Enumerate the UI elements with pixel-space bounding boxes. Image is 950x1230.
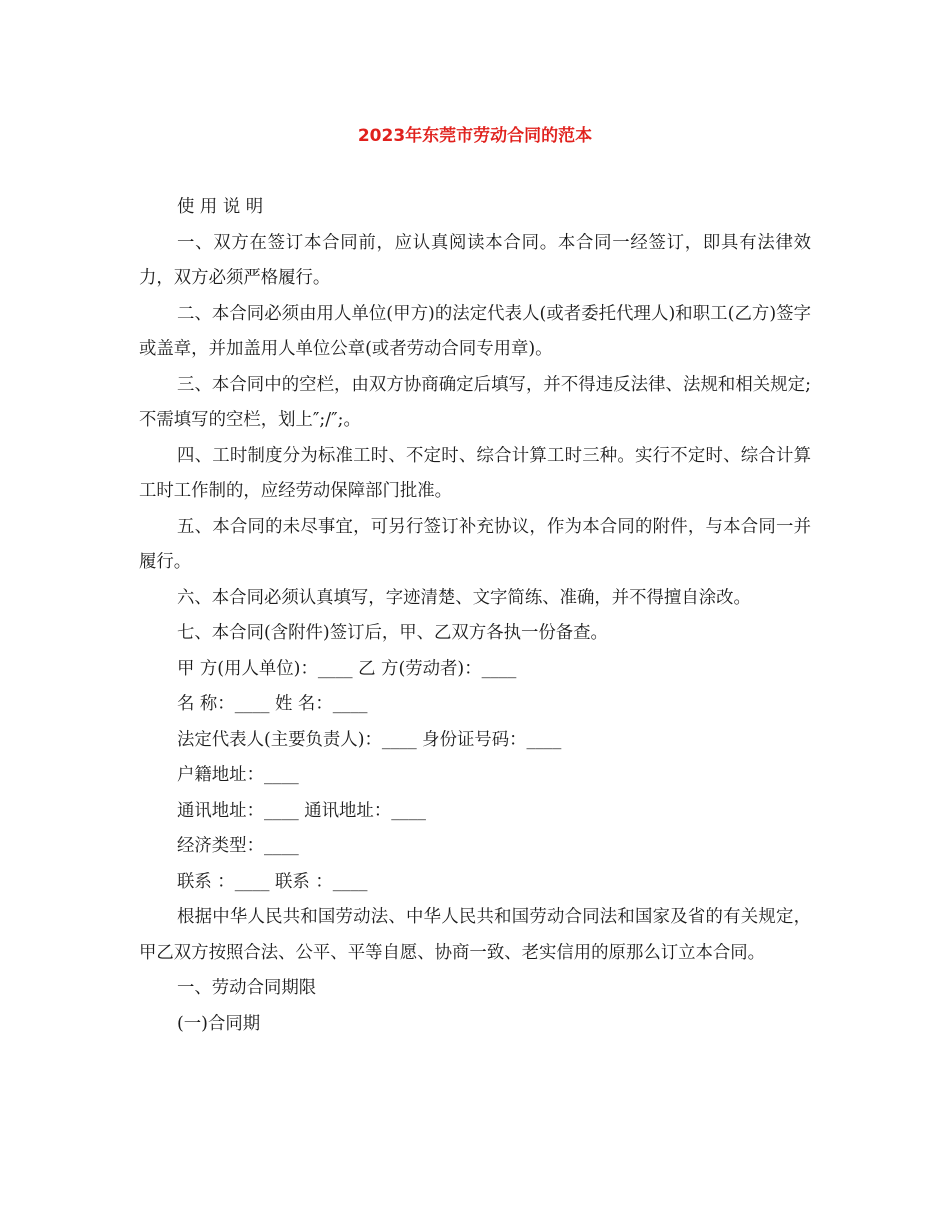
- document-body: [139, 190, 811, 1042]
- subsection-heading-contract-period: (一)合同期: [177, 1013, 261, 1034]
- party-line: 甲 方(用人单位)：____ 乙 方(劳动者)：____: [177, 658, 517, 679]
- preamble-paragraph: 根据中华人民共和国劳动法、中华人民共和国劳动合同法和国家及省的有关规定，甲乙双方按照合法、公平、平等自愿、协商一致、老实信用的原那么订立本合同。: [139, 907, 811, 963]
- representative-line: 法定代表人(主要负责人)：____ 身份证号码：____: [177, 729, 562, 750]
- note-paragraph-3: 三、本合同中的空栏，由双方协商确定后填写，并不得违反法律、法规和相关规定;不需填写的空栏，划上″;/″;。: [139, 374, 811, 430]
- contact-line: 联系 ：____ 联系 ：____: [177, 871, 368, 892]
- mailing-address-line: 通讯地址：____ 通讯地址：____: [177, 800, 426, 821]
- household-address-line: 户籍地址：____: [177, 765, 299, 785]
- document-title: 2023年东莞市劳动合同的范本: [357, 126, 593, 146]
- name-line: 名 称：____ 姓 名：____: [177, 694, 368, 714]
- note-paragraph-6: 六、本合同必须认真填写，字迹清楚、文字简练、准确，并不得擅自涂改。: [177, 587, 751, 608]
- note-paragraph-5: 五、本合同的未尽事宜，可另行签订补充协议，作为本合同的附件，与本合同一并履行。: [139, 516, 811, 572]
- section-heading-contract-term: 一、劳动合同期限: [177, 978, 317, 998]
- note-paragraph-1: 一、双方在签订本合同前，应认真阅读本合同。本合同一经签订，即具有法律效力，双方必须严格履行。: [139, 232, 811, 288]
- note-paragraph-2: 二、本合同必须由用人单位(甲方)的法定代表人(或者委托代理人)和职工(乙方)签字或盖章，并加盖用人单位公章(或者劳动合同专用章)。: [139, 303, 811, 359]
- economic-type-line: 经济类型：____: [177, 836, 299, 856]
- note-paragraph-4: 四、工时制度分为标准工时、不定时、综合计算工时三种。实行不定时、综合计算工时工作制的，应经劳动保障部门批准。: [139, 445, 811, 501]
- usage-notes-heading: 使 用 说 明: [177, 197, 264, 217]
- note-paragraph-7: 七、本合同(含附件)签订后，甲、乙双方各执一份备查。: [177, 623, 608, 643]
